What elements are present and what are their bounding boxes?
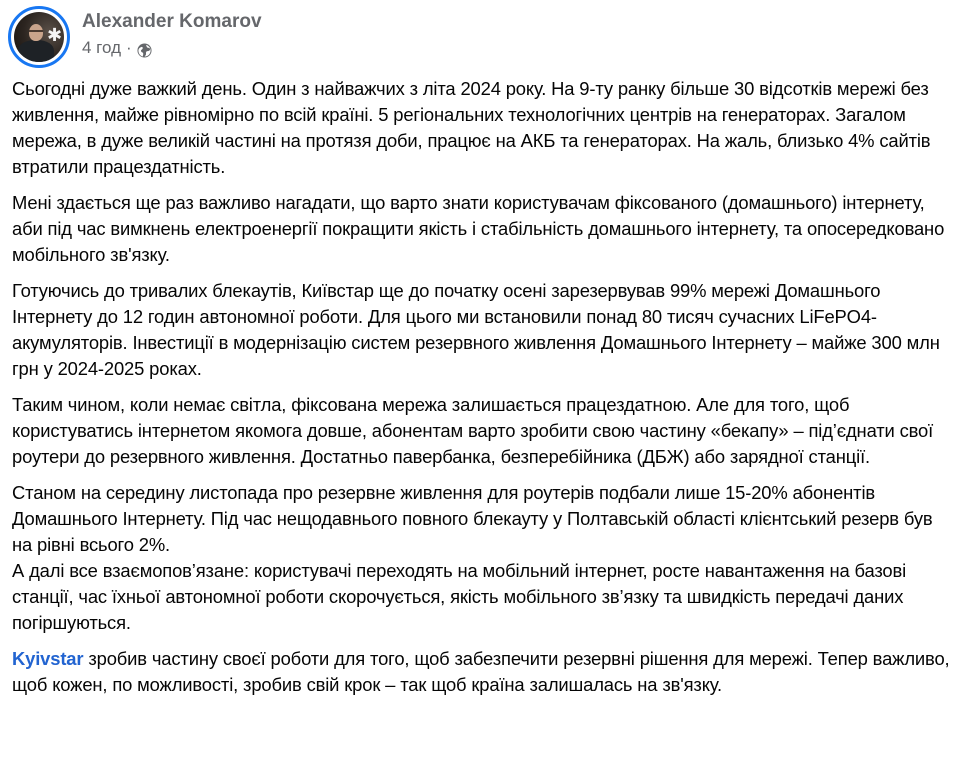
post-paragraph-final (12, 646, 952, 698)
post-paragraph-6: А далі все взаємопов’язане: користувачі переходять на мобільний інтернет, росте навантаження на базові станції, час їхньої автономної роботи скорочується, якість мобільного зв’язку та швидкість передачі даних погіршуються. (12, 560, 907, 633)
post-body (12, 76, 952, 708)
post-header-text (82, 9, 262, 60)
meta-separator: · (126, 38, 132, 57)
post-paragraph-4: Таким чином, коли немає світла, фіксована мережа залишається працездатною. Але для того, щоб користуватись інтернетом якомога довше, абонентам варто зробити свою частину «бекапу» – під’єднати свої роутери до резервного живлення. Достатньо павербанка, безперебійника (ДБЖ) або зарядної станції. (12, 394, 934, 467)
globe-icon[interactable] (137, 41, 152, 56)
post-paragraph-5: Станом на середину листопада про резервне живлення для роутерів подбали лише 15-20% абонентів Домашнього Інтернету. Під час нещодавнього повного блекауту у Полтавській області клієнтський резерв був на рівні всього 2%. (12, 482, 933, 555)
final-paragraph-text: зробив частину своєї роботи для того, щоб забезпечити резервні рішення для мережі. Тепер важливо, щоб кожен, по можливості, зробив свій крок – так щоб країна залишалась на зв'язку. (12, 648, 950, 695)
avatar[interactable] (8, 6, 70, 68)
post-paragraph-1: Сьогодні дуже важкий день. Один з найважчих з літа 2024 року. На 9-ту ранку більше 30 відсотків мережі без живлення, майже рівномірно по всій країні. 5 регіональних технологічних центрів на генераторах. Загалом мережа, в дуже великій частині на протязя доби, працює на АКБ та генераторах. На жаль, близько 4% сайтів втратили працездатність. (12, 78, 931, 177)
post-header (8, 6, 262, 68)
author-name[interactable]: Alexander Komarov (82, 11, 262, 32)
avatar-figure-glasses (29, 30, 43, 32)
kyivstar-logo-icon: ✱ (47, 25, 63, 45)
post-paragraph-3: Готуючись до тривалих блекаутів, Київстар ще до початку осені зарезервував 99% мережі Домашнього Інтернету до 12 годин автономної роботи. Для цього ми встановили понад 80 тисяч сучасних LiFePO4-акумуляторів. Інвестиції в модернізацію систем резервного живлення Домашнього Інтернету – майже 300 млн грн у 2024-2025 роках. (12, 280, 940, 379)
post-timestamp[interactable]: 4 год (82, 38, 122, 57)
kyivstar-mention-link[interactable]: Kyivstar (12, 648, 84, 669)
post-meta (82, 36, 262, 60)
post-paragraph-2: Мені здається ще раз важливо нагадати, що варто знати користувачам фіксованого (домашнього) інтернету, аби під час вимкнень електроенергії покращити якість і стабільність домашнього інтернету, та опосередковано мобільного зв'язку. (12, 192, 945, 265)
avatar-figure-head (29, 24, 43, 41)
profile-photo (14, 12, 64, 62)
